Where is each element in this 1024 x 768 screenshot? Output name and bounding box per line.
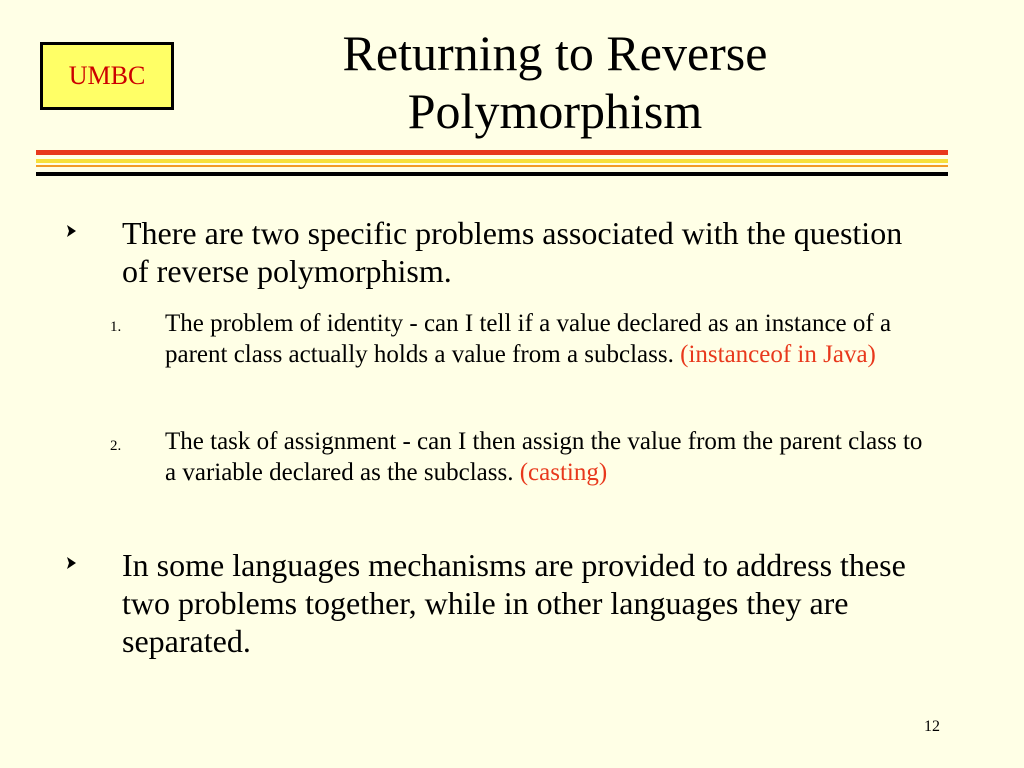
title-line-1: Returning to Reverse [342, 25, 768, 81]
sub-item [165, 308, 925, 370]
sub-item-text: The problem of identity - can I tell if a value declared as an instance of a parent class actually holds a value from a subclass. [165, 310, 892, 368]
title-line-2: Polymorphism [407, 83, 703, 139]
chevron-right-icon [66, 224, 78, 238]
divider-black-bar [36, 172, 948, 176]
sub-item [165, 426, 925, 488]
logo-text: UMBC [68, 61, 146, 90]
bullet-text: In some languages mechanisms are provided to address these two problems together, while in other languages they are separated. [122, 547, 906, 659]
sub-item-number: 2. [110, 438, 122, 454]
divider-red-bar [36, 150, 948, 155]
sub-item-highlight: (casting) [519, 459, 608, 486]
chevron-right-icon [66, 556, 78, 570]
divider-yellow-bar [36, 159, 948, 163]
sub-item-number: 1. [110, 319, 122, 335]
slide-title [250, 24, 860, 140]
bullet-text: There are two specific problems associated with the question of reverse polymorphism. [122, 215, 903, 289]
page-number: 12 [924, 718, 940, 735]
umbc-logo [40, 42, 174, 110]
sub-item-highlight: (instanceof in Java) [680, 341, 876, 368]
sub-item-text: The task of assignment - can I then assign the value from the parent class to a variable declared as the subclass. [165, 428, 923, 486]
divider-orange-bar [36, 165, 948, 167]
